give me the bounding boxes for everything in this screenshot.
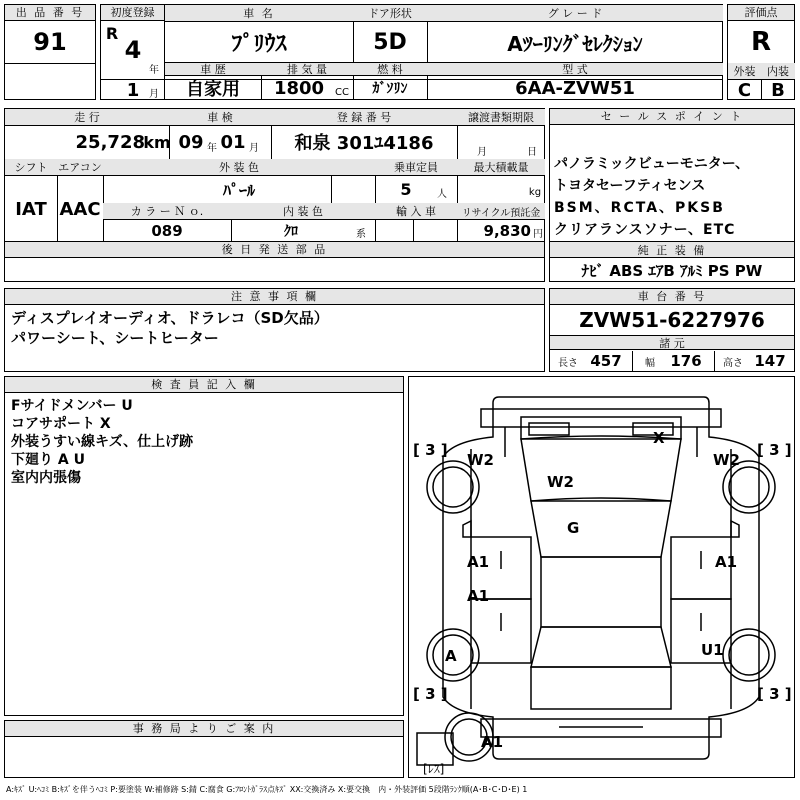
- mileage-value: 25,728: [75, 131, 145, 153]
- exterior-value: C: [737, 79, 752, 101]
- import-label: 輸 入 車: [375, 203, 457, 219]
- sales-point-2: トヨタセーフティセンス: [554, 178, 706, 194]
- sales-point-3: BSM、RCTA、PKSB: [554, 200, 725, 216]
- first-reg-label: 初度登録: [101, 5, 164, 21]
- width-value: 176: [670, 352, 702, 370]
- lot-no-label: 出 品 番 号: [5, 5, 95, 21]
- ext-color-value: ﾊﾟｰﾙ: [222, 180, 255, 200]
- grade-value: Aﾂｰﾘﾝｸﾞｾﾚｸｼｮﾝ: [507, 31, 643, 56]
- mark-left-front-door: A1: [467, 553, 490, 571]
- inspection-year: 09: [178, 131, 204, 153]
- history-value: 自家用: [186, 79, 240, 100]
- transfer-month-unit: 月: [477, 146, 487, 158]
- history-label: 車 歴: [165, 63, 261, 75]
- mark-right-front-wheel: W2: [713, 451, 740, 469]
- insp-year-unit: 年: [207, 142, 217, 154]
- office-block: [4, 720, 404, 778]
- recycle-value: 9,830: [483, 222, 531, 240]
- insp-month-unit: 月: [249, 142, 259, 154]
- fuel-value: ｶﾞｿﾘﾝ: [372, 81, 408, 97]
- yen-unit: 円: [533, 228, 543, 240]
- shift-value: IAT: [15, 198, 47, 220]
- mark-left-front-wheel: W2: [467, 451, 494, 469]
- genuine-equip-label: 純 正 装 備: [550, 242, 794, 258]
- year-unit: 年: [149, 64, 159, 76]
- dimensions-label: 諸 元: [550, 336, 794, 350]
- car-diagram: [409, 377, 794, 777]
- inspection-label: 車 検: [169, 109, 271, 125]
- mark-rear-bumper: A1: [481, 733, 504, 751]
- month-unit: 月: [149, 88, 159, 100]
- chassis-no-label: 車 台 番 号: [550, 289, 794, 305]
- inspector-note-5: 室内内張傷: [11, 470, 81, 486]
- bracket-bottom-left: [ 3 ]: [413, 685, 448, 703]
- width-label: 幅: [645, 357, 655, 369]
- mark-left-rear-wheel: A: [445, 647, 457, 665]
- inspector-note-1: Fサイドメンバー U: [11, 398, 133, 414]
- bracket-top-left: [ 3 ]: [413, 441, 448, 459]
- mark-roof: G: [567, 519, 580, 537]
- reiwa-mark: R: [105, 23, 119, 43]
- mark-right-rear-wheel: U1: [701, 641, 724, 659]
- shift-label: シフト: [5, 159, 57, 175]
- people-unit: 人: [437, 188, 447, 200]
- inspector-note-2: コアサポート X: [11, 416, 111, 432]
- notes-label: 注 意 事 項 欄: [5, 289, 544, 305]
- aircon-value: AAC: [59, 198, 101, 220]
- inspector-note-3: 外装うすい線キズ、仕上げ跡: [11, 434, 194, 450]
- model-value: 6AA-ZVW51: [515, 77, 635, 99]
- mileage-label: 走 行: [5, 109, 169, 125]
- door-label: ドア形状: [353, 5, 427, 21]
- int-color-value: ｸﾛ: [284, 224, 298, 240]
- notes-block: [4, 288, 545, 372]
- interior-value: B: [771, 79, 785, 101]
- inspection-month: 01: [220, 131, 246, 153]
- cc-unit: CC: [335, 86, 349, 98]
- spare-tire-label: [ﾚｽ]: [423, 762, 445, 776]
- capacity-label: 乗車定員: [375, 159, 457, 175]
- sales-point-block: [549, 108, 795, 282]
- kg-unit: kg: [528, 186, 542, 198]
- chassis-block: [549, 288, 795, 372]
- notes-line-1: ディスプレイオーディオ、ドラレコ（SD欠品）: [11, 309, 329, 327]
- displacement-label: 排 気 量: [261, 63, 353, 75]
- length-value: 457: [590, 352, 622, 370]
- bracket-bottom-right: [ 3 ]: [757, 685, 792, 703]
- lot-no-value: 91: [33, 28, 67, 56]
- capacity-value: 5: [400, 179, 412, 199]
- car-diagram-block: [408, 376, 795, 778]
- mark-right-front-door: A1: [715, 553, 738, 571]
- rating-block: [727, 4, 795, 100]
- transfer-day-unit: 日: [527, 146, 537, 158]
- max-load-label: 最大積載量: [457, 159, 545, 175]
- mark-grille: X: [653, 429, 665, 447]
- fuel-label: 燃 料: [353, 63, 427, 75]
- recycle-label: リサイクル預託金: [457, 203, 545, 219]
- ext-color-label: 外 装 色: [103, 159, 375, 175]
- mark-left-rear-door: A1: [467, 587, 490, 605]
- mark-hood: W2: [547, 473, 574, 491]
- sales-point-1: パノラミックビューモニター、: [554, 156, 750, 172]
- height-label: 高さ: [723, 357, 743, 369]
- kei-unit: 系: [356, 228, 366, 240]
- car-info-row2: [165, 62, 723, 100]
- reg-no-label: 登 録 番 号: [271, 109, 457, 125]
- later-parts-label: 後 日 発 送 部 品: [5, 242, 544, 258]
- grade-label: グ レ ー ド: [427, 5, 723, 21]
- model-label: 型 式: [427, 63, 723, 75]
- int-color-label: 内 装 色: [231, 203, 375, 219]
- inspector-note-4: 下廻り A U: [11, 452, 85, 468]
- genuine-equip-value: ﾅﾋﾞ ABS ｴｱB ｱﾙﾐ PS PW: [581, 261, 763, 280]
- first-reg-month: 1: [126, 79, 140, 101]
- middle-info-block: [4, 108, 545, 242]
- length-label: 長さ: [558, 357, 578, 369]
- first-reg-year: 4: [124, 36, 142, 64]
- office-label: 事 務 局 よ り ご 案 内: [5, 721, 403, 737]
- notes-line-2: パワーシート、シートヒーター: [11, 329, 219, 347]
- rating-label: 評価点: [728, 5, 794, 21]
- top-info-block: [4, 4, 96, 100]
- color-no-label: カ ラ ー Ｎ ｏ.: [103, 203, 231, 219]
- bracket-top-right: [ 3 ]: [757, 441, 792, 459]
- color-no-value: 089: [151, 222, 183, 240]
- car-name-label: 車 名: [165, 5, 353, 21]
- sales-point-label: セ ー ル ス ポ イ ン ト: [550, 109, 794, 125]
- legend: A:ｷｽﾞ U:ﾍｺﾐ B:ｷｽﾞを伴うﾍｺﾐ P:要塗装 W:補修跡 S:錆 C:腐食 G:ﾌﾛﾝﾄｶﾞﾗｽ点ｷｽﾞ XX:交換済み X:要交換 内・外装評価 5段階ﾗﾝｸ順(A･B･C･D･E) 1: [6, 785, 528, 794]
- rating-value: R: [750, 27, 772, 57]
- later-parts-block: [4, 242, 545, 282]
- chassis-no-value: ZVW51-6227976: [579, 308, 765, 332]
- height-value: 147: [754, 352, 786, 370]
- sales-point-4: クリアランスソナー、ETC: [554, 222, 736, 238]
- inspector-block: [4, 376, 404, 716]
- reg-no-value: 和泉 301ﾕ4186: [294, 133, 434, 154]
- aircon-label: エアコン: [58, 161, 102, 174]
- exterior-label: 外装: [728, 63, 761, 79]
- inspector-label: 検 査 員 記 入 欄: [5, 377, 403, 393]
- car-name-value: ﾌﾟﾘｳｽ: [231, 31, 287, 57]
- displacement-value: 1800: [273, 77, 325, 99]
- interior-label: 内装: [761, 63, 795, 79]
- transfer-docs-label: 譲渡書類期限: [457, 109, 545, 125]
- km-unit: km: [143, 132, 171, 152]
- door-value: 5D: [373, 29, 407, 55]
- first-reg-block: [100, 4, 165, 100]
